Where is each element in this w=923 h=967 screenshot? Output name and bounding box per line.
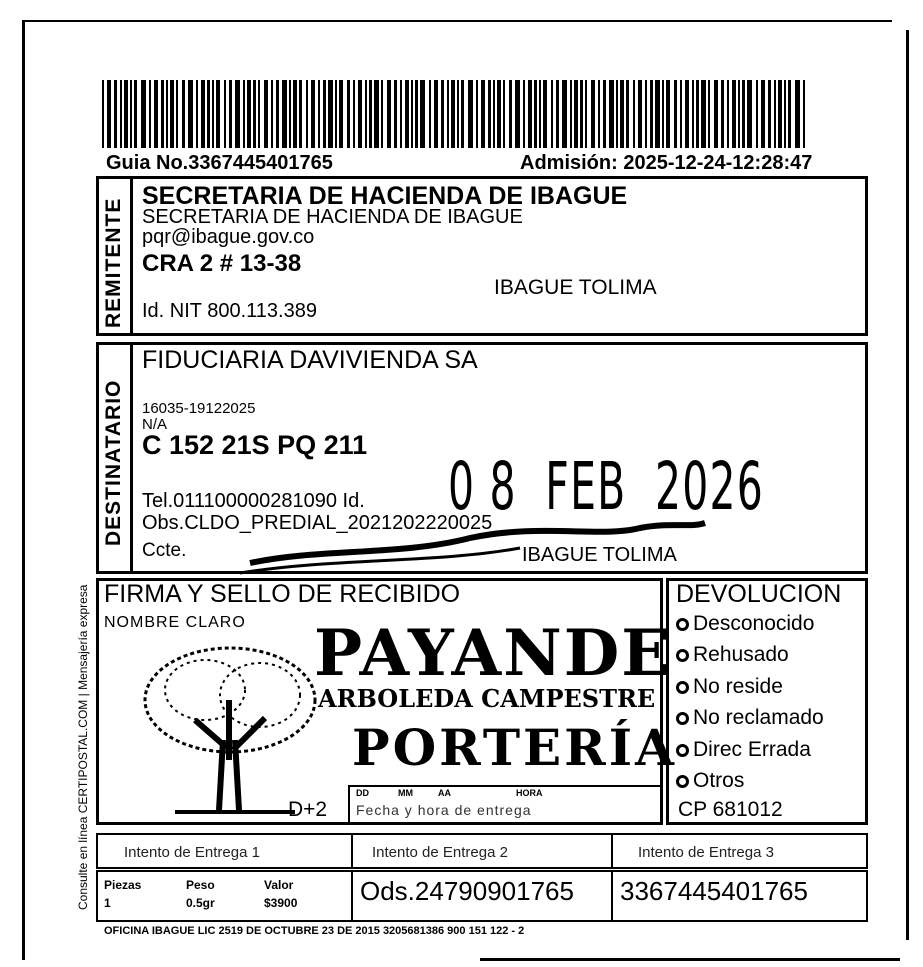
footer-office: OFICINA IBAGUE LIC 2519 DE OCTUBRE 23 DE 2015 3205681386 900 151 122 - 2 bbox=[104, 925, 525, 937]
barcode-bar bbox=[282, 80, 287, 148]
barcode-bar bbox=[778, 80, 782, 148]
barcode-bar bbox=[591, 80, 595, 148]
sender-nit: Id. NIT 800.113.389 bbox=[142, 300, 317, 322]
barcode-bar bbox=[747, 80, 752, 148]
barcode-bar bbox=[387, 80, 391, 148]
attempt-1: Intento de Entrega 1 bbox=[124, 844, 260, 861]
return-option-label: Direc Errada bbox=[693, 738, 811, 761]
attempts-divider-2 bbox=[611, 833, 613, 869]
return-option-1 bbox=[676, 612, 814, 636]
barcode-bar bbox=[680, 80, 682, 148]
barcode-bar bbox=[742, 80, 745, 148]
recipient-section-label: DESTINATARIO bbox=[102, 379, 125, 546]
recipient-city: IBAGUE TOLIMA bbox=[522, 544, 677, 566]
barcode-bar bbox=[124, 80, 128, 148]
barcode-bar bbox=[415, 80, 418, 148]
barcode-bar bbox=[212, 80, 214, 148]
barcode-bar bbox=[170, 80, 174, 148]
attempt-3: Intento de Entrega 3 bbox=[638, 844, 774, 861]
barcode-bar bbox=[328, 80, 333, 148]
barcode-bar bbox=[768, 80, 771, 148]
date-label-aa: AA bbox=[438, 788, 451, 798]
barcode-bar bbox=[161, 80, 164, 148]
barcode-bar bbox=[534, 80, 537, 148]
sender-label-divider bbox=[130, 176, 133, 336]
barcode-bar bbox=[481, 80, 485, 148]
barcode-bar bbox=[381, 80, 383, 148]
recipient-ref: 16035-19122025 bbox=[142, 400, 256, 417]
receipt-title: FIRMA Y SELLO DE RECIBIDO bbox=[104, 580, 461, 608]
value-value: $3900 bbox=[264, 896, 298, 910]
barcode-bar bbox=[493, 80, 495, 148]
barcode-bar bbox=[271, 80, 273, 148]
return-option-label: No reclamado bbox=[693, 706, 824, 729]
barcode-bar bbox=[235, 80, 240, 148]
barcode-bar bbox=[701, 80, 706, 148]
bottom-divider-2 bbox=[611, 870, 613, 922]
barcode-bar bbox=[207, 80, 210, 148]
return-option-label: No reside bbox=[693, 675, 783, 698]
barcode-bar bbox=[318, 80, 320, 148]
barcode-bar bbox=[523, 80, 525, 148]
barcode-bar bbox=[803, 80, 805, 148]
scan-edge-left bbox=[22, 20, 25, 960]
barcode-bar bbox=[154, 80, 158, 148]
barcode-bar bbox=[141, 80, 146, 148]
barcode-bar bbox=[130, 80, 132, 148]
sender-name-large: SECRETARIA DE HACIENDA DE IBAGUE bbox=[142, 182, 628, 210]
return-option-6 bbox=[676, 769, 744, 793]
attempt-2: Intento de Entrega 2 bbox=[372, 844, 508, 861]
barcode-bar bbox=[405, 80, 409, 148]
barcode-bar bbox=[551, 80, 553, 148]
barcode-bar bbox=[655, 80, 660, 148]
barcode-bar bbox=[358, 80, 362, 148]
ods-number: Ods.24790901765 bbox=[360, 876, 574, 906]
scan-edge-bottom bbox=[480, 958, 900, 961]
weight-label: Peso bbox=[186, 878, 215, 892]
barcode-bar bbox=[299, 80, 302, 148]
barcode-bar bbox=[585, 80, 587, 148]
barcode-bar bbox=[598, 80, 600, 148]
barcode-bar bbox=[674, 80, 677, 148]
barcode-bar bbox=[609, 80, 614, 148]
recipient-name: FIDUCIARIA DAVIVIENDA SA bbox=[142, 346, 478, 374]
barcode-bar bbox=[339, 80, 343, 148]
barcode-bar bbox=[774, 80, 776, 148]
barcode-bar bbox=[788, 80, 791, 148]
barcode-bar bbox=[616, 80, 618, 148]
barcode-bar bbox=[633, 80, 635, 148]
barcode-bar bbox=[264, 80, 268, 148]
barcode-bar bbox=[216, 80, 220, 148]
barcode-bar bbox=[539, 80, 541, 148]
barcode-bar bbox=[434, 80, 438, 148]
recipient-label-divider bbox=[130, 342, 133, 574]
barcode-bar bbox=[497, 80, 501, 148]
barcode-bar bbox=[394, 80, 397, 148]
barcode-bar bbox=[441, 80, 444, 148]
barcode-bar bbox=[543, 80, 547, 148]
barcode bbox=[102, 80, 806, 148]
barcode-bar bbox=[784, 80, 786, 148]
weight-value: 0.5gr bbox=[186, 896, 215, 910]
barcode-bar bbox=[476, 80, 478, 148]
barcode-bar bbox=[528, 80, 532, 148]
stamp-porteria: PORTERÍA bbox=[352, 718, 677, 777]
barcode-bar bbox=[258, 80, 260, 148]
barcode-bar bbox=[638, 80, 642, 148]
barcode-bar bbox=[293, 80, 297, 148]
date-label-mm: MM bbox=[398, 788, 413, 798]
barcode-bar bbox=[696, 80, 699, 148]
date-stamp: 0 8 FEB 2026 bbox=[448, 448, 765, 525]
value-label: Valor bbox=[264, 878, 294, 892]
radio-circle-icon bbox=[676, 649, 689, 662]
barcode-bar bbox=[365, 80, 367, 148]
scan-edge-right bbox=[906, 30, 909, 940]
barcode-bar bbox=[323, 80, 326, 148]
date-label-hora: HORA bbox=[516, 788, 543, 798]
barcode-bar bbox=[107, 80, 111, 148]
barcode-bar bbox=[461, 80, 464, 148]
barcode-bar bbox=[229, 80, 232, 148]
barcode-bar bbox=[515, 80, 520, 148]
return-option-3 bbox=[676, 675, 783, 699]
barcode-bar bbox=[692, 80, 694, 148]
barcode-bar bbox=[289, 80, 291, 148]
radio-circle-icon bbox=[676, 712, 689, 725]
barcode-bar bbox=[369, 80, 372, 148]
sender-city: IBAGUE TOLIMA bbox=[494, 276, 657, 299]
return-option-5 bbox=[676, 738, 811, 762]
admission-date: Admisión: 2025-12-24-12:28:47 bbox=[520, 152, 813, 174]
barcode-bar bbox=[134, 80, 137, 148]
barcode-bar bbox=[727, 80, 729, 148]
barcode-bar bbox=[738, 80, 740, 148]
date-caption: Fecha y hora de entrega bbox=[356, 802, 532, 818]
stamp-payande: PAYANDE bbox=[314, 616, 672, 691]
barcode-bar bbox=[708, 80, 710, 148]
stamp-arboleda: ARBOLEDA CAMPESTRE bbox=[318, 684, 656, 713]
barcode-bar bbox=[224, 80, 226, 148]
attempts-divider-1 bbox=[351, 833, 353, 869]
pieces-value: 1 bbox=[104, 896, 111, 910]
radio-circle-icon bbox=[676, 681, 689, 694]
barcode-bar bbox=[276, 80, 279, 148]
receipt-subtitle: NOMBRE CLARO bbox=[104, 614, 246, 631]
radio-circle-icon bbox=[676, 775, 689, 788]
barcode-bar bbox=[503, 80, 505, 148]
barcode-bar bbox=[311, 80, 315, 148]
barcode-bar bbox=[188, 80, 193, 148]
barcode-bar bbox=[761, 80, 765, 148]
side-vertical-text: Consulte en línea CERTIPOSTAL.COM | Mensajería expresa bbox=[76, 584, 90, 910]
scan-edge-top bbox=[22, 20, 892, 22]
barcode-bar bbox=[306, 80, 308, 148]
recipient-ccte: Ccte. bbox=[142, 540, 187, 561]
recipient-address: C 152 21S PQ 211 bbox=[142, 430, 368, 460]
return-option-label: Rehusado bbox=[693, 643, 789, 666]
barcode-bar bbox=[120, 80, 122, 148]
sender-email: pqr@ibague.gov.co bbox=[142, 226, 315, 248]
barcode-bar bbox=[457, 80, 459, 148]
barcode-bar bbox=[685, 80, 689, 148]
barcode-bar bbox=[247, 80, 251, 148]
sender-name-small: SECRETARIA DE HACIENDA DE IBAGUE bbox=[142, 206, 523, 228]
return-option-label: Otros bbox=[693, 769, 745, 792]
barcode-bar bbox=[447, 80, 449, 148]
barcode-bar bbox=[603, 80, 606, 148]
barcode-bar bbox=[756, 80, 758, 148]
barcode-bar bbox=[420, 80, 425, 148]
barcode-bar bbox=[347, 80, 350, 148]
return-option-label: Desconocido bbox=[693, 612, 815, 635]
signature-scribble bbox=[240, 508, 710, 578]
barcode-bar bbox=[562, 80, 567, 148]
barcode-bar bbox=[570, 80, 572, 148]
barcode-bar bbox=[400, 80, 402, 148]
recipient-obs: Obs.CLDO_PREDIAL_2021202220025 bbox=[142, 512, 493, 534]
barcode-bar bbox=[795, 80, 800, 148]
date-label-dd: DD bbox=[356, 788, 369, 798]
barcode-bar bbox=[182, 80, 185, 148]
return-option-4 bbox=[676, 706, 824, 730]
barcode-bar bbox=[243, 80, 245, 148]
barcode-bar bbox=[166, 80, 168, 148]
barcode-bar bbox=[353, 80, 355, 148]
pieces-label: Piezas bbox=[104, 878, 142, 892]
return-cp: CP 681012 bbox=[678, 798, 783, 821]
recipient-na: N/A bbox=[142, 416, 168, 433]
barcode-bar bbox=[732, 80, 736, 148]
barcode-bar bbox=[102, 80, 104, 148]
barcode-bar bbox=[645, 80, 647, 148]
barcode-bar bbox=[721, 80, 724, 148]
barcode-bar bbox=[650, 80, 653, 148]
barcode-bar bbox=[468, 80, 473, 148]
barcode-bar bbox=[114, 80, 117, 148]
return-option-2 bbox=[676, 643, 789, 667]
barcode-bar bbox=[451, 80, 455, 148]
sender-section-label: REMITENTE bbox=[102, 197, 125, 328]
barcode-bar bbox=[201, 80, 205, 148]
barcode-bar bbox=[714, 80, 718, 148]
barcode-bar bbox=[253, 80, 256, 148]
barcode-bar bbox=[509, 80, 512, 148]
barcode-bar bbox=[176, 80, 178, 148]
barcode-bar bbox=[666, 80, 670, 148]
radio-circle-icon bbox=[676, 744, 689, 757]
barcode-bar bbox=[335, 80, 337, 148]
barcode-bar bbox=[580, 80, 583, 148]
barcode-bar bbox=[574, 80, 578, 148]
barcode-bar bbox=[488, 80, 491, 148]
radio-circle-icon bbox=[676, 618, 689, 631]
guide-code: 3367445401765 bbox=[620, 876, 808, 906]
d-plus-2: D+2 bbox=[288, 798, 328, 821]
sender-address: CRA 2 # 13-38 bbox=[142, 250, 302, 277]
bottom-divider-1 bbox=[351, 870, 353, 922]
barcode-bar bbox=[374, 80, 379, 148]
guide-number: Guia No.3367445401765 bbox=[106, 152, 333, 174]
barcode-bar bbox=[196, 80, 198, 148]
barcode-bar bbox=[556, 80, 559, 148]
recipient-tel: Tel.011100000281090 Id. bbox=[142, 490, 365, 512]
barcode-bar bbox=[429, 80, 431, 148]
barcode-bar bbox=[620, 80, 624, 148]
barcode-bar bbox=[662, 80, 664, 148]
barcode-bar bbox=[626, 80, 629, 148]
return-title: DEVOLUCION bbox=[676, 580, 842, 608]
barcode-bar bbox=[411, 80, 413, 148]
barcode-bar bbox=[149, 80, 151, 148]
